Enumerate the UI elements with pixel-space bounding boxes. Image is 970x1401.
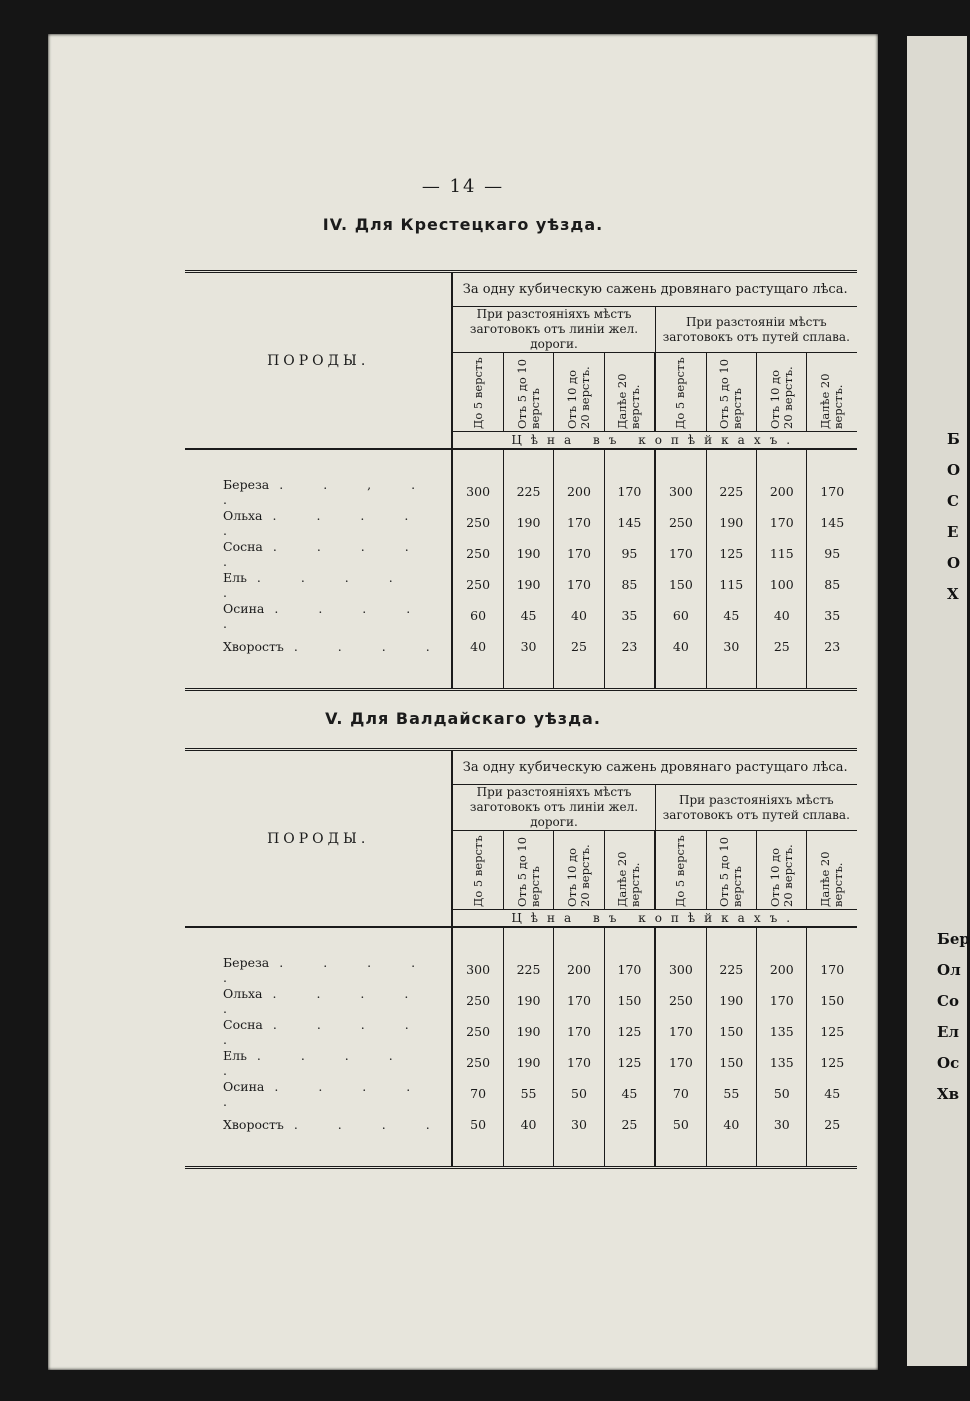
edge-initial: Ол	[937, 961, 961, 979]
adjacent-page-edge	[907, 36, 967, 1366]
price-cell: 250	[452, 1047, 503, 1078]
column-header-text: Отъ 5 до 10 верстъ	[514, 836, 542, 907]
price-cell: 300	[452, 476, 503, 507]
column-header	[807, 353, 857, 432]
spacer-cell	[706, 1140, 756, 1168]
edge-initial: Бер	[937, 930, 970, 948]
edge-initial: Б	[947, 430, 960, 448]
price-cell: 170	[655, 1047, 706, 1078]
price-cell: 170	[554, 569, 604, 600]
species-cell	[185, 1109, 452, 1140]
unit-row: Цѣна въ копѣйкахъ.	[452, 432, 857, 450]
price-cell: 170	[604, 954, 655, 985]
column-header-text: Отъ 10 до 20 верстъ.	[564, 844, 592, 907]
column-header-text: До 5 верстъ	[470, 357, 485, 429]
leader-dots: . . . .	[293, 639, 448, 654]
edge-initial: Со	[937, 992, 959, 1010]
price-cell: 170	[554, 538, 604, 569]
spacer-cell	[452, 662, 503, 690]
price-cell: 200	[554, 954, 604, 985]
spacer-cell	[807, 1140, 857, 1168]
price-cell: 300	[655, 954, 706, 985]
price-cell: 85	[604, 569, 655, 600]
price-cell: 23	[604, 631, 655, 662]
spacer-cell	[655, 449, 706, 476]
leader-dots: . . . . .	[223, 954, 434, 985]
edge-initial: С	[947, 492, 959, 510]
spacer-cell	[604, 927, 655, 954]
spacer-cell	[185, 662, 452, 690]
price-cell: 300	[655, 476, 706, 507]
price-cell: 200	[757, 954, 807, 985]
price-cell: 190	[503, 1047, 553, 1078]
column-header	[503, 353, 553, 432]
price-cell: 50	[655, 1109, 706, 1140]
column-header-text: Отъ 5 до 10 верстъ	[514, 358, 542, 429]
spacer-cell	[452, 449, 503, 476]
edge-initial: Х	[947, 585, 959, 603]
price-cell: 95	[604, 538, 655, 569]
price-cell: 250	[452, 507, 503, 538]
table-row	[185, 985, 857, 1016]
price-cell: 250	[452, 1016, 503, 1047]
price-cell: 70	[655, 1078, 706, 1109]
species-name: Хворостъ	[223, 639, 284, 654]
spacer-cell	[655, 1140, 706, 1168]
species-cell	[185, 1016, 452, 1047]
spacer-cell	[757, 449, 807, 476]
column-header	[706, 831, 756, 910]
column-header	[604, 353, 655, 432]
species-cell	[185, 569, 452, 600]
spacer-cell	[452, 927, 503, 954]
spacer-cell	[706, 449, 756, 476]
group-header-railway: При разстояніяхъ мѣстъ заготовокъ отъ линіи жел. дороги.	[452, 785, 655, 831]
table-row	[185, 569, 857, 600]
table-1-heading: IV. Для Крестецкаго уѣзда.	[322, 215, 604, 234]
main-header: За одну кубическую сажень дровянаго растущаго лѣса.	[452, 750, 857, 785]
price-cell: 170	[757, 507, 807, 538]
column-header	[757, 831, 807, 910]
price-cell: 35	[604, 600, 655, 631]
group-header-rafting: При разстояніяхъ мѣстъ заготовокъ отъ путей сплава.	[655, 785, 857, 831]
column-header-text: До 5 верстъ	[673, 357, 688, 429]
species-name: Береза	[223, 954, 270, 970]
edge-initial: Ел	[937, 1023, 960, 1041]
price-cell: 60	[655, 600, 706, 631]
table-row	[185, 476, 857, 507]
price-cell: 125	[604, 1047, 655, 1078]
species-name: Ель	[223, 1047, 247, 1063]
spacer-cell	[503, 1140, 553, 1168]
spacer-cell	[185, 927, 452, 954]
species-name: Береза	[223, 476, 270, 492]
spacer-cell	[554, 662, 604, 690]
price-cell: 170	[554, 1047, 604, 1078]
edge-initial: О	[947, 554, 961, 572]
price-cell: 125	[604, 1016, 655, 1047]
price-cell: 300	[452, 954, 503, 985]
price-cell: 145	[820, 515, 845, 530]
table-2-heading: V. Для Валдайскаго уѣзда.	[325, 709, 601, 728]
species-cell	[185, 954, 452, 985]
price-table-valdai	[185, 748, 857, 1169]
price-cell: 190	[706, 985, 756, 1016]
species-name: Сосна	[223, 1016, 263, 1032]
price-cell: 125	[820, 1055, 845, 1070]
column-header-text: До 5 верстъ	[470, 835, 485, 907]
price-cell: 135	[757, 1047, 807, 1078]
species-name: Хворостъ	[223, 1117, 284, 1132]
species-cell	[185, 1078, 452, 1109]
column-header-text: Отъ 10 до 20 верстъ.	[564, 366, 592, 429]
spacer-cell	[807, 927, 857, 954]
unit-row: Цѣна въ копѣйкахъ.	[452, 910, 857, 928]
column-header-text: Отъ 5 до 10 верстъ	[717, 836, 745, 907]
species-cell	[185, 538, 452, 569]
spacer-cell	[655, 927, 706, 954]
column-header-text: Отъ 5 до 10 верстъ	[717, 358, 745, 429]
table-row	[185, 1047, 857, 1078]
table-row	[185, 600, 857, 631]
price-cell: 125	[820, 1024, 845, 1039]
price-cell: 200	[554, 476, 604, 507]
spacer-cell	[185, 449, 452, 476]
price-cell: 250	[452, 985, 503, 1016]
price-cell: 190	[503, 538, 553, 569]
price-cell: 170	[757, 985, 807, 1016]
leader-dots: . . . . .	[223, 507, 427, 538]
species-name: Сосна	[223, 538, 263, 554]
column-header	[554, 353, 604, 432]
species-cell	[185, 600, 452, 631]
column-header-text: Далѣе 20 верстъ.	[615, 373, 643, 429]
page-number: — 14 —	[421, 176, 505, 197]
price-cell: 250	[452, 569, 503, 600]
leader-dots: . . , . .	[223, 476, 434, 507]
species-cell	[185, 631, 452, 662]
edge-initial: Ос	[937, 1054, 960, 1072]
column-header-text: До 5 верстъ	[673, 835, 688, 907]
table-row	[185, 1016, 857, 1047]
species-name: Осина	[223, 600, 265, 616]
leader-dots: . . . . .	[223, 1078, 429, 1109]
spacer-cell	[757, 1140, 807, 1168]
spacer-cell	[452, 1140, 503, 1168]
spacer-cell	[757, 927, 807, 954]
edge-initial: Е	[947, 523, 959, 541]
price-table-krestetsky	[185, 270, 857, 691]
spacer-cell	[757, 662, 807, 690]
column-header-text: Далѣе 20 верстъ.	[615, 851, 643, 907]
species-cell	[185, 985, 452, 1016]
species-name: Ольха	[223, 985, 263, 1001]
price-cell: 50	[757, 1078, 807, 1109]
price-cell: 95	[824, 546, 841, 561]
species-name: Ольха	[223, 507, 263, 523]
spacer-cell	[503, 662, 553, 690]
column-header	[757, 353, 807, 432]
leader-dots: . . . . .	[223, 1016, 427, 1047]
price-cell: 25	[604, 1109, 655, 1140]
price-cell: 150	[655, 569, 706, 600]
price-cell: 170	[554, 985, 604, 1016]
leader-dots: . . . .	[293, 1117, 448, 1132]
price-cell: 40	[706, 1109, 756, 1140]
price-cell: 190	[503, 1016, 553, 1047]
column-header-text: Отъ 10 до 20 верстъ.	[767, 366, 795, 429]
price-cell: 225	[706, 954, 756, 985]
price-cell: 170	[554, 1016, 604, 1047]
price-cell: 150	[706, 1047, 756, 1078]
spacer-cell	[706, 927, 756, 954]
main-header: За одну кубическую сажень дровянаго растущаго лѣса.	[452, 272, 857, 307]
table-row	[185, 507, 857, 538]
price-cell: 30	[706, 631, 756, 662]
spacer-cell	[807, 449, 857, 476]
column-header-text: Далѣе 20 верстъ.	[818, 373, 846, 429]
leader-dots: . . . . .	[223, 569, 411, 600]
price-cell: 150	[820, 993, 845, 1008]
price-cell: 40	[757, 600, 807, 631]
column-header	[655, 353, 706, 432]
price-cell: 150	[604, 985, 655, 1016]
group-header-railway: При разстояніяхъ мѣстъ заготовокъ отъ линіи жел. дороги.	[452, 307, 655, 353]
price-cell: 45	[824, 1086, 841, 1101]
price-cell: 25	[824, 1117, 841, 1132]
price-cell: 85	[824, 577, 841, 592]
price-cell: 115	[757, 538, 807, 569]
price-cell: 250	[452, 538, 503, 569]
price-cell: 40	[554, 600, 604, 631]
price-cell: 170	[655, 1016, 706, 1047]
spacer-cell	[185, 1140, 452, 1168]
corner-label: ПОРОДЫ.	[185, 750, 452, 928]
price-cell: 25	[554, 631, 604, 662]
price-cell: 200	[757, 476, 807, 507]
table-row	[185, 1078, 857, 1109]
species-cell	[185, 476, 452, 507]
spacer-cell	[503, 449, 553, 476]
price-cell: 225	[503, 476, 553, 507]
corner-label: ПОРОДЫ.	[185, 272, 452, 450]
price-cell: 170	[820, 962, 845, 977]
edge-initial: О	[947, 461, 961, 479]
price-cell: 40	[655, 631, 706, 662]
spacer-cell	[554, 927, 604, 954]
column-header	[706, 353, 756, 432]
column-header-text: Отъ 10 до 20 верстъ.	[767, 844, 795, 907]
leader-dots: . . . . .	[223, 538, 427, 569]
table-row	[185, 631, 857, 662]
spacer-cell	[706, 662, 756, 690]
price-cell: 170	[820, 484, 845, 499]
price-cell: 45	[706, 600, 756, 631]
column-header-text: Далѣе 20 верстъ.	[818, 851, 846, 907]
table-row	[185, 538, 857, 569]
price-cell: 125	[706, 538, 756, 569]
price-cell: 23	[824, 639, 841, 654]
price-cell: 45	[503, 600, 553, 631]
price-cell: 50	[554, 1078, 604, 1109]
price-cell: 60	[452, 600, 503, 631]
price-cell: 190	[503, 507, 553, 538]
table-row	[185, 1109, 857, 1140]
price-cell: 100	[757, 569, 807, 600]
price-cell: 30	[503, 631, 553, 662]
price-cell: 55	[706, 1078, 756, 1109]
price-cell: 225	[706, 476, 756, 507]
price-cell: 225	[503, 954, 553, 985]
price-cell: 190	[706, 507, 756, 538]
price-cell: 250	[655, 507, 706, 538]
species-name: Осина	[223, 1078, 265, 1094]
price-cell: 25	[757, 631, 807, 662]
price-cell: 35	[824, 608, 841, 623]
price-cell: 55	[503, 1078, 553, 1109]
price-cell: 30	[554, 1109, 604, 1140]
price-cell: 170	[554, 507, 604, 538]
price-cell: 190	[503, 985, 553, 1016]
price-cell: 70	[452, 1078, 503, 1109]
column-header	[503, 831, 553, 910]
document-page	[48, 34, 878, 1370]
leader-dots: . . . . .	[223, 600, 429, 631]
species-cell	[185, 507, 452, 538]
price-cell: 190	[503, 569, 553, 600]
spacer-cell	[604, 449, 655, 476]
spacer-cell	[655, 662, 706, 690]
column-header	[604, 831, 655, 910]
price-cell: 45	[604, 1078, 655, 1109]
price-cell: 40	[503, 1109, 553, 1140]
species-name: Ель	[223, 569, 247, 585]
spacer-cell	[554, 449, 604, 476]
column-header	[554, 831, 604, 910]
edge-initial: Хв	[937, 1085, 960, 1103]
price-cell: 250	[655, 985, 706, 1016]
price-cell: 150	[706, 1016, 756, 1047]
leader-dots: . . . . .	[223, 985, 427, 1016]
spacer-cell	[604, 662, 655, 690]
species-cell	[185, 1047, 452, 1078]
price-cell: 145	[604, 507, 655, 538]
price-cell: 115	[706, 569, 756, 600]
price-cell: 40	[452, 631, 503, 662]
price-cell: 30	[757, 1109, 807, 1140]
spacer-cell	[554, 1140, 604, 1168]
spacer-cell	[503, 927, 553, 954]
spacer-cell	[604, 1140, 655, 1168]
table-row	[185, 954, 857, 985]
column-header	[452, 831, 503, 910]
spacer-cell	[807, 662, 857, 690]
column-header	[452, 353, 503, 432]
column-header	[655, 831, 706, 910]
price-cell: 50	[452, 1109, 503, 1140]
column-header	[807, 831, 857, 910]
price-cell: 170	[655, 538, 706, 569]
leader-dots: . . . . .	[223, 1047, 411, 1078]
price-cell: 170	[604, 476, 655, 507]
group-header-rafting: При разстояніи мѣстъ заготовокъ отъ путей сплава.	[655, 307, 857, 353]
price-cell: 135	[757, 1016, 807, 1047]
